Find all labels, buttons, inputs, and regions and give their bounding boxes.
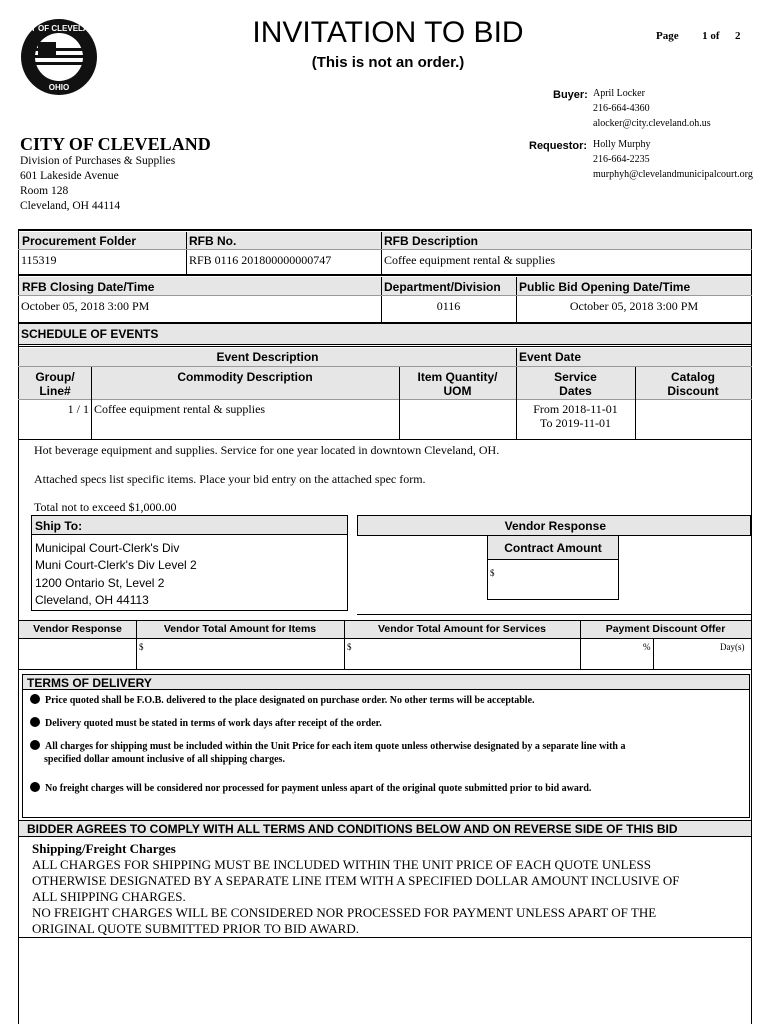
ship-to-line-4: Cleveland, OH 44113 (35, 593, 149, 607)
term-delivery (30, 717, 382, 730)
discount-label: Discount (667, 384, 719, 398)
ship-to-line-2: Muni Court-Clerk's Div Level 2 (35, 558, 197, 572)
department-label: Department/Division (384, 280, 501, 294)
rfb-description-label: RFB Description (384, 234, 479, 248)
vendor-response-input[interactable] (19, 640, 136, 669)
city-address-1: 601 Lakeside Avenue (20, 170, 119, 182)
ship-to-line-1: Municipal Court-Clerk's Div (35, 541, 180, 555)
rfb-description-value: Coffee equipment rental & supplies (384, 253, 556, 267)
vendor-response-label: Vendor Response (504, 519, 606, 533)
city-name: CITY OF CLEVELAND (20, 134, 211, 154)
group-line-header (19, 370, 91, 398)
department-value: 0116 (436, 299, 461, 313)
total-services-input[interactable] (345, 640, 580, 669)
contract-amount-dollar: $ (490, 568, 495, 578)
item-description: Coffee equipment rental & supplies (94, 402, 266, 416)
buyer-name: April Locker (593, 88, 645, 99)
uom-label: UOM (443, 384, 472, 398)
event-description-label: Event Description (216, 350, 319, 364)
term-fob (30, 694, 535, 707)
commodity-description-header: Commodity Description (177, 370, 313, 384)
note-line-3: Total not to exceed $1,000.00 (34, 500, 177, 514)
item-line-number: 1 / 1 (67, 402, 89, 416)
agree-line-4: NO FREIGHT CHARGES WILL BE CONSIDERED NOR PROCESSED FOR PAYMENT UNLESS APART OF THE (32, 905, 657, 920)
buyer-email: alocker@city.cleveland.oh.us (593, 118, 711, 129)
page-of-label: of (710, 30, 720, 42)
buyer-label: Buyer: (553, 89, 588, 101)
page-number: 1 (702, 30, 708, 42)
bid-opening-label: Public Bid Opening Date/Time (519, 280, 691, 294)
agree-line-3: ALL SHIPPING CHARGES. (32, 889, 186, 904)
procurement-folder-value: 115319 (21, 253, 57, 267)
terms-of-delivery-label: TERMS OF DELIVERY (27, 676, 152, 690)
bid-opening-value: October 05, 2018 3:00 PM (569, 299, 699, 313)
page-label: Page (656, 30, 679, 42)
rfb-no-label: RFB No. (189, 234, 237, 248)
bullet-icon (30, 740, 40, 750)
bullet-icon (30, 717, 40, 727)
item-quantity-header (399, 370, 516, 398)
total-items-input[interactable] (137, 640, 344, 669)
bidder-agrees-label: BIDDER AGREES TO COMPLY WITH ALL TERMS AND CONDITIONS BELOW AND ON REVERSE SIDE OF THIS BID (27, 822, 678, 836)
schedule-of-events-label: SCHEDULE OF EVENTS (21, 327, 159, 341)
requestor-name: Holly Murphy (593, 139, 651, 150)
svg-text:CITY OF CLEVELAND: CITY OF CLEVELAND (20, 24, 98, 33)
requestor-phone: 216-664-2235 (593, 154, 650, 165)
requestor-email: murphyh@clevelandmunicipalcourt.org (593, 169, 753, 180)
total-services-label: Vendor Total Amount for Services (377, 623, 547, 635)
quantity-label: Item Quantity/ (417, 370, 498, 384)
term-shipping (30, 740, 625, 753)
total-items-dollar: $ (139, 642, 144, 652)
item-service-to: To 2019-11-01 (539, 416, 612, 430)
document-subtitle: (This is not an order.) (311, 54, 465, 71)
buyer-phone: 216-664-4360 (593, 103, 650, 114)
city-seal-logo (20, 18, 98, 96)
page-indicator (656, 30, 741, 42)
city-address-2: Room 128 (20, 185, 69, 197)
catalog-discount-header (635, 370, 751, 398)
term-shipping-text-1: All charges for shipping must be included within the Unit Price for each item quote unless otherwise designated by a separate line with a (45, 741, 626, 752)
discount-percent-sign: % (643, 642, 651, 652)
city-address-3: Cleveland, OH 44114 (20, 200, 121, 212)
discount-days-label: Day(s) (720, 642, 745, 652)
procurement-folder-label: Procurement Folder (22, 234, 137, 248)
city-division: Division of Purchases & Supplies (20, 155, 176, 167)
bullet-icon (30, 782, 40, 792)
agree-line-2: OTHERWISE DESIGNATED BY A SEPARATE LINE ITEM WITH A SPECIFIED DOLLAR AMOUNT INCLUSIVE OF (32, 873, 680, 888)
contract-amount-input[interactable] (487, 560, 619, 600)
service-dates-header (516, 370, 635, 398)
note-line-1: Hot beverage equipment and supplies. Service for one year located in downtown Cleveland, OH. (34, 443, 500, 457)
group-label: Group/ (35, 370, 75, 384)
page-total: 2 (735, 30, 741, 42)
total-services-dollar: $ (347, 642, 352, 652)
term-delivery-text: Delivery quoted must be stated in terms of work days after receipt of the order. (45, 718, 382, 729)
ship-to-label: Ship To: (35, 519, 83, 533)
catalog-label: Catalog (670, 370, 715, 384)
svg-text:OHIO: OHIO (48, 83, 70, 92)
event-date-label: Event Date (519, 350, 582, 364)
note-line-2: Attached specs list specific items. Place your bid entry on the attached spec form. (34, 472, 426, 486)
line-label: Line# (39, 384, 71, 398)
ship-to-line-3: 1200 Ontario St, Level 2 (35, 576, 165, 590)
term-fob-text: Price quoted shall be F.O.B. delivered to the place designated on purchase order. No other terms will be acceptable. (45, 695, 535, 706)
service-label: Service (554, 370, 597, 384)
totals-vendor-response-label: Vendor Response (33, 623, 122, 635)
shipping-freight-heading: Shipping/Freight Charges (32, 841, 176, 856)
total-items-label: Vendor Total Amount for Items (163, 623, 317, 635)
document-title: INVITATION TO BID (252, 16, 524, 49)
rfb-no-value: RFB 0116 201800000000747 (189, 253, 332, 267)
agree-line-1: ALL CHARGES FOR SHIPPING MUST BE INCLUDED WITHIN THE UNIT PRICE OF EACH QUOTE UNLESS (32, 857, 651, 872)
payment-discount-label: Payment Discount Offer (605, 623, 726, 635)
closing-date-value: October 05, 2018 3:00 PM (21, 299, 150, 313)
requestor-label: Requestor: (529, 140, 588, 152)
dates-label: Dates (559, 384, 592, 398)
contract-amount-label: Contract Amount (504, 541, 602, 555)
term-freight-text: No freight charges will be considered nor processed for payment unless apart of the original quote submitted prior to bid award. (45, 783, 592, 794)
agree-line-5: ORIGINAL QUOTE SUBMITTED PRIOR TO BID AWARD. (32, 921, 359, 936)
bullet-icon (30, 694, 40, 704)
term-freight (30, 782, 591, 795)
item-service-from: From 2018-11-01 (533, 402, 618, 416)
term-shipping-continued: specified dollar amount inclusive of all shipping charges. (44, 754, 285, 765)
closing-date-label: RFB Closing Date/Time (22, 280, 155, 294)
